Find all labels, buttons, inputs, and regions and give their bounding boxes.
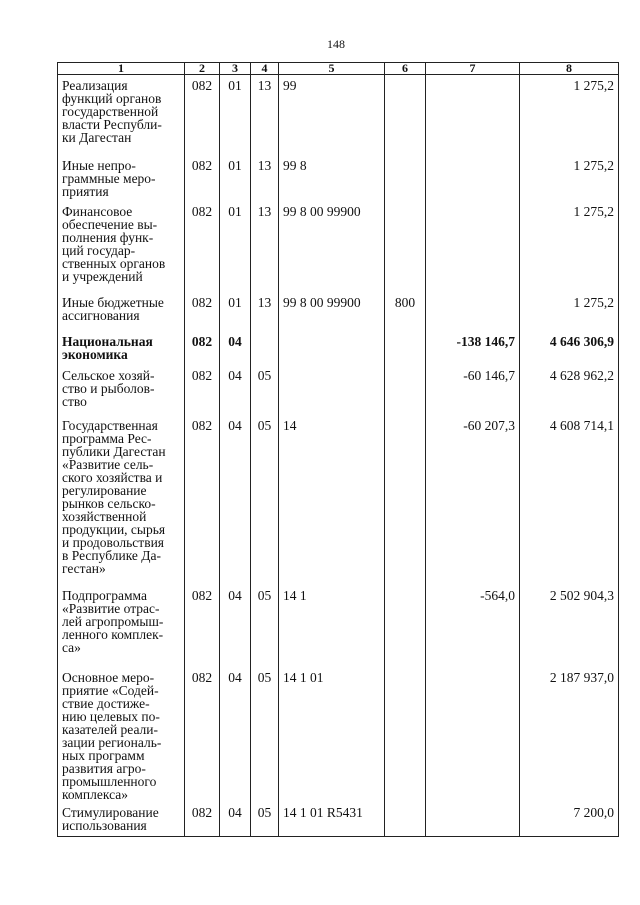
table-row: [58, 585, 619, 667]
cell-col-5: 14 1: [279, 585, 385, 667]
table-row: [58, 292, 619, 331]
cell-col-7: [426, 667, 520, 802]
cell-col-6: [385, 667, 426, 802]
cell-col-8: 4 646 306,9: [520, 331, 619, 365]
header-col-4: 4: [251, 63, 279, 75]
header-col-6: 6: [385, 63, 426, 75]
cell-col-7: [426, 201, 520, 292]
cell-col-3: 04: [220, 802, 251, 837]
cell-col-3: 01: [220, 201, 251, 292]
cell-col-8: 1 275,2: [520, 201, 619, 292]
cell-name: Реализация функций органов государственной власти Республи- ки Дагестан: [58, 75, 185, 155]
header-col-7: 7: [426, 63, 520, 75]
table-row: [58, 802, 619, 837]
cell-col-2: 082: [185, 585, 220, 667]
cell-name: Финансовое обеспечение вы- полнения функ- ций государ- ственных органов и учреждений: [58, 201, 185, 292]
cell-col-8: 4 608 714,1: [520, 415, 619, 585]
cell-col-2: 082: [185, 415, 220, 585]
cell-col-5: 99: [279, 75, 385, 155]
cell-col-2: 082: [185, 667, 220, 802]
cell-col-4: 13: [251, 75, 279, 155]
table-row: [58, 201, 619, 292]
cell-col-2: 082: [185, 802, 220, 837]
cell-col-6: [385, 331, 426, 365]
cell-col-7: -60 207,3: [426, 415, 520, 585]
table-row: [58, 415, 619, 585]
cell-name: Государственная программа Рес- публики Дагестан «Развитие сель- ского хозяйства и регулирование рынков сельско- хозяйственной продукции, сырья и продовольствия в Республике Да- гестан»: [58, 415, 185, 585]
cell-name: Стимулирование использования: [58, 802, 185, 837]
budget-table: [57, 62, 619, 837]
table-header-row: [58, 63, 619, 75]
cell-col-6: 800: [385, 292, 426, 331]
cell-col-7: -60 146,7: [426, 365, 520, 415]
cell-col-4: 05: [251, 415, 279, 585]
cell-name: Национальная экономика: [58, 331, 185, 365]
cell-col-3: 04: [220, 415, 251, 585]
cell-col-5: 14: [279, 415, 385, 585]
cell-col-2: 082: [185, 155, 220, 201]
cell-col-2: 082: [185, 75, 220, 155]
cell-col-3: 01: [220, 75, 251, 155]
cell-col-8: 2 187 937,0: [520, 667, 619, 802]
cell-col-6: [385, 155, 426, 201]
cell-col-4: 05: [251, 802, 279, 837]
cell-name: Иные бюджетные ассигнования: [58, 292, 185, 331]
cell-col-2: 082: [185, 331, 220, 365]
cell-col-6: [385, 585, 426, 667]
cell-col-5: 99 8: [279, 155, 385, 201]
table-row: [58, 667, 619, 802]
cell-col-7: [426, 802, 520, 837]
cell-col-4: 13: [251, 155, 279, 201]
cell-col-7: [426, 75, 520, 155]
cell-name: Иные непро- граммные меро- приятия: [58, 155, 185, 201]
cell-col-3: 01: [220, 292, 251, 331]
table-row: [58, 75, 619, 155]
page-number: 148: [327, 37, 345, 51]
cell-col-7: [426, 292, 520, 331]
cell-col-8: 1 275,2: [520, 292, 619, 331]
cell-col-6: [385, 201, 426, 292]
cell-col-8: 1 275,2: [520, 155, 619, 201]
cell-col-4: 05: [251, 365, 279, 415]
cell-col-8: 2 502 904,3: [520, 585, 619, 667]
cell-col-2: 082: [185, 201, 220, 292]
cell-col-5: 99 8 00 99900: [279, 292, 385, 331]
cell-col-6: [385, 75, 426, 155]
table-row: [58, 155, 619, 201]
header-col-8: 8: [520, 63, 619, 75]
cell-col-5: 14 1 01 R5431: [279, 802, 385, 837]
cell-col-3: 04: [220, 331, 251, 365]
cell-col-7: -138 146,7: [426, 331, 520, 365]
cell-col-3: 01: [220, 155, 251, 201]
cell-col-2: 082: [185, 365, 220, 415]
header-col-1: 1: [58, 63, 185, 75]
cell-name: Основное меро- приятие «Содей- ствие достиже- нию целевых по- казателей реали- зации региональ- ных программ развития агро- промышленного комплекса»: [58, 667, 185, 802]
cell-name: Подпрограмма «Развитие отрас- лей агропромыш- ленного комплек- са»: [58, 585, 185, 667]
header-col-3: 3: [220, 63, 251, 75]
cell-col-4: 13: [251, 201, 279, 292]
header-col-5: 5: [279, 63, 385, 75]
cell-col-8: 4 628 962,2: [520, 365, 619, 415]
cell-col-4: [251, 331, 279, 365]
cell-name: Сельское хозяй- ство и рыболов- ство: [58, 365, 185, 415]
table-row: [58, 331, 619, 365]
cell-col-6: [385, 365, 426, 415]
cell-col-8: 7 200,0: [520, 802, 619, 837]
cell-col-3: 04: [220, 365, 251, 415]
cell-col-6: [385, 415, 426, 585]
cell-col-4: 05: [251, 667, 279, 802]
cell-col-6: [385, 802, 426, 837]
cell-col-5: [279, 331, 385, 365]
cell-col-5: 14 1 01: [279, 667, 385, 802]
cell-col-4: 05: [251, 585, 279, 667]
cell-col-4: 13: [251, 292, 279, 331]
cell-col-7: -564,0: [426, 585, 520, 667]
header-col-2: 2: [185, 63, 220, 75]
cell-col-3: 04: [220, 585, 251, 667]
cell-col-7: [426, 155, 520, 201]
cell-col-5: [279, 365, 385, 415]
cell-col-2: 082: [185, 292, 220, 331]
cell-col-5: 99 8 00 99900: [279, 201, 385, 292]
table-row: [58, 365, 619, 415]
cell-col-3: 04: [220, 667, 251, 802]
cell-col-8: 1 275,2: [520, 75, 619, 155]
